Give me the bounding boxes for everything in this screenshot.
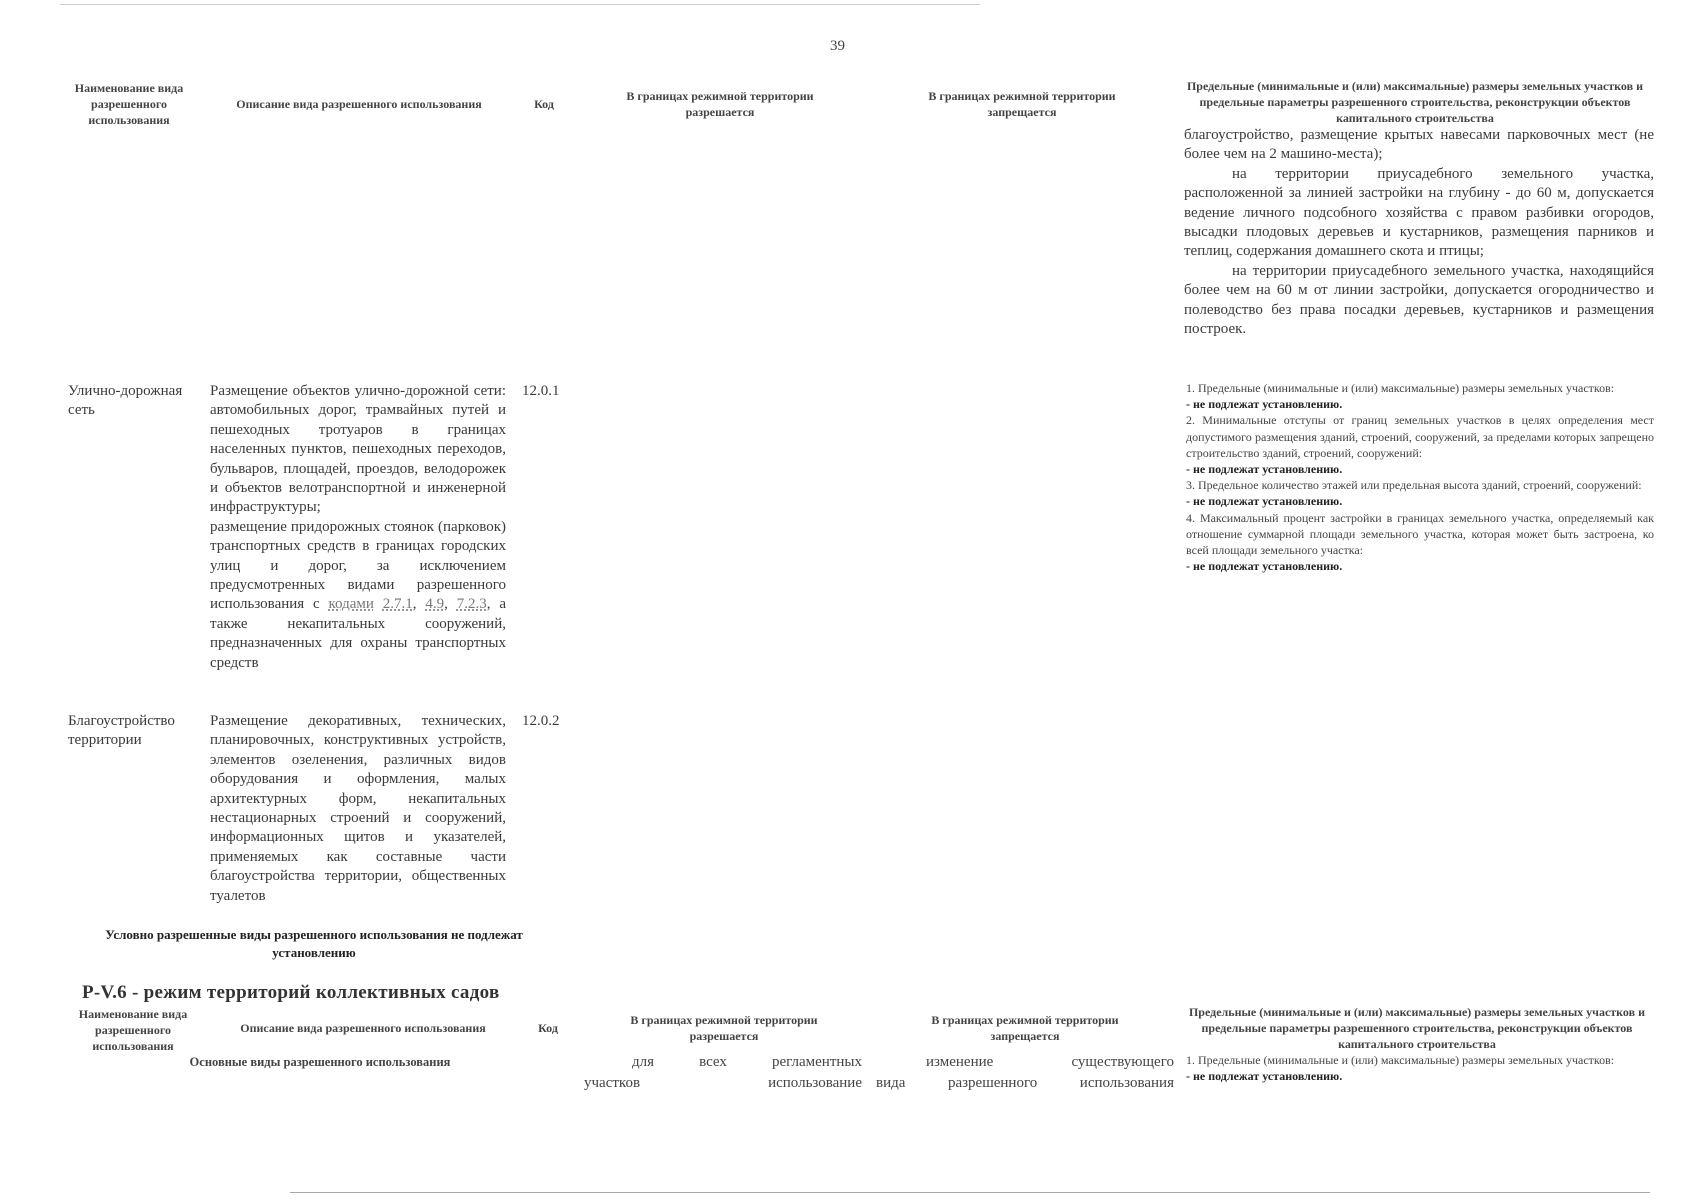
limits-item-3: 3. Предельное количество этажей или предельная высота зданий, строений, сооружений: (1186, 478, 1642, 493)
limits-value-1: - не подлежат установлению. (1186, 397, 1343, 412)
limits-value-3: - не подлежат установлению. (1186, 494, 1343, 509)
forbidden-word-4: разрешенного (947, 1075, 1038, 1091)
header-description: Описание вида разрешенного использования (236, 97, 482, 111)
code-link-2-7-1[interactable]: 2.7.1 (382, 596, 413, 613)
forbidden-word-3: вида (876, 1075, 906, 1091)
allowed-word-4: участков (584, 1075, 641, 1091)
forbidden-word-1: изменение (926, 1054, 994, 1070)
limits-item-1: 1. Предельные (минимальные и (или) максимальные) размеры земельных участков: (1186, 381, 1615, 395)
header2-allowed: В границах режимной территории разрешается (630, 1013, 818, 1044)
header-code: Код (534, 97, 554, 111)
limits-block (1186, 380, 1654, 574)
section2-limits-item-1: 1. Предельные (минимальные и (или) максимальные) размеры земельных участков: (1186, 1053, 1615, 1067)
allowed-word-2: всех (699, 1054, 727, 1070)
forbidden-line-2 (876, 1075, 1174, 1092)
continuation-p1: благоустройство, размещение крытых навесами парковочных мест (не более чем на 2 машино-места); (1184, 127, 1654, 163)
limits-item-4: 4. Максимальный процент застройки в границах земельного участка, определяемый как отношение суммарной площади земельного участка, которая может быть застроена, ко всей площади земельного участка: (1186, 510, 1654, 558)
allowed-word-3: регламентных (771, 1054, 862, 1070)
header2-name: Наименование вида разрешенного использования (78, 1007, 188, 1054)
header2-description: Описание вида разрешенного использования (240, 1021, 486, 1035)
page-number: 39 (830, 38, 845, 54)
row-desc-landscaping-p1: Размещение декоративных, технических, планировочных, конструктивных устройств, элементов озеленения, различных видов оборудования и оформления, малых архитектурных форм, некапитальных нестационарных строений и сооружений, информационных щитов и указателей, применяемых как составные части благоустройства территории, общественных туалетов (210, 713, 506, 904)
section-title: Р-V.6 - режим территорий коллективных садов (82, 982, 500, 1003)
desc-p2-end: , а также некапитальных сооружений, предназначенных для охраны транспортных средств (210, 596, 507, 671)
header-name: Наименование вида разрешенного использования (74, 81, 184, 128)
header-forbidden: В границах режимной территории запрещается (928, 89, 1116, 120)
desc-sep-2: , (444, 596, 457, 613)
continuation-text (1184, 126, 1654, 339)
limits-value-4: - не подлежат установлению. (1186, 559, 1343, 574)
continuation-p2: на территории приусадебного земельного участка, расположенной за линией застройки на глубину - до 60 м, допускается ведение личного подсобного хозяйства с правом разбивки огородов, высадки плодовых деревьев и кустарников, размещения парников и теплиц, содержания домашнего скота и птицы; (1184, 165, 1654, 260)
forbidden-word-2: существующего (1071, 1054, 1174, 1070)
bottom-scan-line (290, 1192, 1650, 1193)
row-desc-street-network (210, 382, 506, 673)
code-link-4-9[interactable]: 4.9 (425, 596, 445, 613)
row-code-street-network: 12.0.1 (522, 383, 560, 399)
top-scan-line (60, 4, 980, 5)
conditional-note: Условно разрешенные виды разрешенного использования не подлежат установлению (105, 927, 523, 960)
forbidden-word-5: использования (1079, 1075, 1174, 1091)
row-code-landscaping: 12.0.2 (522, 713, 560, 729)
code-link-7-2-3[interactable]: 7.2.3 (456, 596, 487, 613)
header-limits: Предельные (минимальные и (или) максимальные) размеры земельных участков и предельные параметры разрешенного строительства, реконструкции объектов капитального строительства (1186, 79, 1644, 126)
row-desc-street-network-p2 (210, 518, 506, 673)
section2-subheader: Основные виды разрешенного использования (189, 1055, 451, 1069)
allowed-word-1: для (632, 1054, 655, 1070)
allowed-line-1 (632, 1054, 862, 1071)
row-name-street-network: Улично-дорожная сеть (68, 383, 183, 419)
row-desc-landscaping (210, 712, 506, 906)
codes-link[interactable]: кодами (328, 596, 374, 613)
header2-code: Код (538, 1021, 558, 1035)
forbidden-line-1 (926, 1054, 1174, 1071)
row-name-landscaping: Благоустройство территории (68, 713, 175, 749)
row-desc-street-network-p1: Размещение объектов улично-дорожной сети: автомобильных дорог, трамвайных путей и пешеходных тротуаров в границах населенных пунктов, пешеходных переходов, бульваров, площадей, проездов, велодорожек и объектов велотранспортной и инженерной инфраструктуры; (210, 383, 506, 516)
allowed-word-5: использование (768, 1075, 862, 1091)
limits-item-2: 2. Минимальные отступы от границ земельных участков в целях определения мест допустимого размещения зданий, строений, сооружений, за пределами которых запрещено строительство зданий, строений, сооружений: (1186, 413, 1654, 460)
limits-value-2: - не подлежат установлению. (1186, 462, 1343, 477)
header2-forbidden: В границах режимной территории запрещается (931, 1013, 1119, 1044)
continuation-p3: на территории приусадебного земельного участка, находящийся более чем на 60 м от линии застройки, допускается огородничество и полеводство без права посадки деревьев, кустарников и размещения построек. (1184, 262, 1654, 338)
desc-p2-start: размещение придорожных стоянок (парковок) транспортных средств в границах городских улиц и дорог, за исключением предусмотренных видами разрешенного использования с (210, 518, 506, 613)
header2-limits: Предельные (минимальные и (или) максимальные) размеры земельных участков и предельные параметры разрешенного строительства, реконструкции объектов капитального строительства (1188, 1005, 1646, 1052)
section2-limits (1186, 1052, 1654, 1084)
section2-limits-value-1: - не подлежат установлению. (1186, 1069, 1343, 1084)
desc-sep-1: , (412, 596, 426, 613)
allowed-line-2 (584, 1075, 862, 1092)
header-allowed: В границах режимной территории разрешается (626, 89, 814, 120)
